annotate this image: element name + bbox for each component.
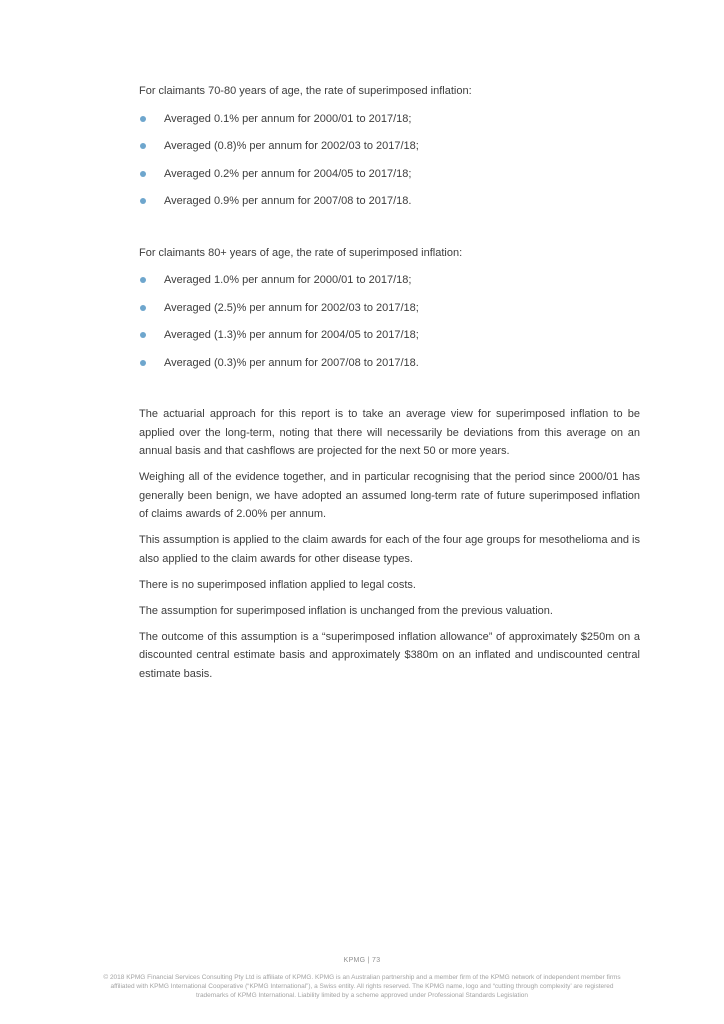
list-item xyxy=(139,326,640,345)
footer-copyright-line: affiliated with KPMG International Cooperative (“KPMG International”), a Swiss entity. All rights reserved. The KPMG name, logo and “cutting through complexity’ are registered xyxy=(110,983,614,990)
list-item xyxy=(139,165,640,184)
bullet-text: Averaged (2.5)% per annum for 2002/03 to 2017/18; xyxy=(164,301,419,314)
bullet-icon xyxy=(140,332,146,338)
list-item xyxy=(139,192,640,211)
body-paragraph: The outcome of this assumption is a “superimposed inflation allowance” of approximately $250m on a discounted central estimate basis and approximately $380m on an inflated and undiscounted central estimate basis. xyxy=(139,630,640,680)
bullet-icon xyxy=(140,277,146,283)
bullet-icon xyxy=(140,143,146,149)
body-paragraph: Weighing all of the evidence together, and in particular recognising that the period since 2000/01 has generally been benign, we have adopted an assumed long-term rate of future superimposed inflation of claims awards of 2.00% per annum. xyxy=(139,471,640,520)
body-paragraph: This assumption is applied to the claim awards for each of the four age groups for mesothelioma and is also applied to the claim awards for other disease types. xyxy=(139,534,640,565)
bullet-icon xyxy=(140,305,146,311)
bullet-text: Averaged 1.0% per annum for 2000/01 to 2017/18; xyxy=(164,274,412,286)
list-item xyxy=(139,354,640,373)
page-number: KPMG | 73 xyxy=(343,957,381,964)
bullet-icon xyxy=(140,116,146,122)
bullet-list-70-80 xyxy=(139,110,640,211)
bullet-icon xyxy=(140,198,146,204)
list-item xyxy=(139,299,640,318)
list-item xyxy=(139,271,640,290)
bullet-text: Averaged (0.8)% per annum for 2002/03 to 2017/18; xyxy=(164,140,419,152)
page-content xyxy=(139,82,640,691)
page-footer xyxy=(0,956,724,1024)
bullet-text: Averaged 0.1% per annum for 2000/01 to 2017/18; xyxy=(164,112,412,125)
bullet-list-80-plus xyxy=(139,271,640,372)
footer-copyright-line: trademarks of KPMG International. Liability limited by a scheme approved under Professional Standards Legislation xyxy=(195,992,529,999)
bullet-text: Averaged 0.9% per annum for 2007/08 to 2017/18. xyxy=(164,195,412,207)
bullet-text: Averaged (1.3)% per annum for 2004/05 to 2017/18; xyxy=(164,329,419,341)
footer-copyright-line: © 2018 KPMG Financial Services Consulting Pty Ltd is affiliate of KPMG. KPMG is an Australian partnership and a member firm of the KPMG network of independent member firms xyxy=(103,974,621,981)
bullet-icon xyxy=(140,171,146,177)
section-intro-70-80: For claimants 70-80 years of age, the rate of superimposed inflation: xyxy=(139,85,472,97)
body-paragraph: There is no superimposed inflation applied to legal costs. xyxy=(139,578,416,591)
section-intro-80-plus: For claimants 80+ years of age, the rate of superimposed inflation: xyxy=(139,246,463,259)
bullet-icon xyxy=(140,360,146,366)
bullet-text: Averaged 0.2% per annum for 2004/05 to 2017/18; xyxy=(164,167,412,180)
list-item xyxy=(139,137,640,156)
bullet-text: Averaged (0.3)% per annum for 2007/08 to 2017/18. xyxy=(164,356,419,369)
list-item xyxy=(139,110,640,129)
body-paragraph: The actuarial approach for this report is to take an average view for superimposed inflation to be applied over the long-term, noting that there will necessarily be deviations from this average on an annual basis and that cashflows are projected for the next 50 or more years. xyxy=(139,408,640,457)
body-paragraph: The assumption for superimposed inflation is unchanged from the previous valuation. xyxy=(139,604,553,617)
footer-copyright xyxy=(72,973,652,1000)
